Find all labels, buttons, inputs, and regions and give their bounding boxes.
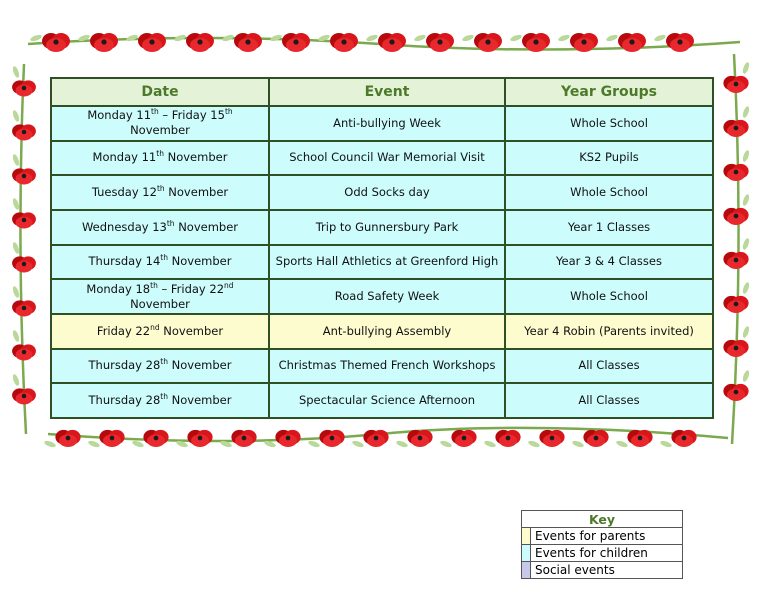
leaf-icon [222, 34, 235, 43]
poppy-flower-icon [723, 208, 748, 225]
table-header-row [51, 78, 713, 106]
cell-event: Christmas Themed French Workshops [269, 349, 505, 384]
cell-date [51, 383, 269, 418]
header-year-groups: Year Groups [505, 78, 713, 106]
table-row [51, 314, 713, 349]
poppy-flower-icon [723, 76, 748, 93]
table-row [51, 383, 713, 418]
cell-event: Odd Socks day [269, 175, 505, 210]
leaf-icon [366, 34, 379, 43]
leaf-icon [572, 440, 585, 449]
leaf-icon [660, 440, 673, 449]
cell-date [51, 245, 269, 280]
poppy-flower-icon [627, 430, 652, 447]
table-body [51, 106, 713, 418]
leaf-icon [12, 110, 21, 123]
poppy-flower-icon [723, 164, 748, 181]
cell-year-groups: Year 3 & 4 Classes [505, 245, 713, 280]
date-text: – Friday 22 [157, 281, 225, 296]
cell-date [51, 210, 269, 245]
ordinal-suffix: th [156, 149, 164, 159]
poppy-flower-icon [539, 430, 564, 447]
date-text: Friday 22 [96, 323, 151, 338]
key-label-social: Social events [531, 562, 683, 579]
leaf-icon [396, 440, 409, 449]
date-text: Tuesday 12 [91, 185, 157, 200]
poppy-flower-icon [90, 33, 118, 52]
date-text: November [167, 358, 232, 373]
table-row [51, 210, 713, 245]
leaf-icon [616, 440, 629, 449]
poppy-flower-icon [186, 33, 214, 52]
events-table [50, 77, 714, 419]
leaf-icon [742, 282, 751, 295]
poppy-flower-icon [319, 430, 344, 447]
leaf-icon [742, 194, 751, 207]
date-text: Thursday 28 [88, 393, 161, 408]
leaf-icon [654, 34, 667, 43]
key-swatch-social [522, 562, 531, 579]
poppy-flower-icon [723, 296, 748, 313]
ordinal-suffix: th [166, 218, 175, 228]
poppy-flower-icon [12, 388, 36, 404]
leaf-icon [44, 440, 57, 449]
ordinal-suffix: nd [224, 280, 234, 290]
date-text: Monday 11 [92, 150, 157, 165]
leaf-icon [440, 440, 453, 449]
key-label-parents: Events for parents [531, 528, 683, 545]
leaf-icon [270, 34, 283, 43]
key-item-children [522, 545, 683, 562]
date-text: November [130, 296, 190, 311]
poppy-flower-icon [12, 344, 36, 360]
leaf-icon [352, 440, 365, 449]
leaf-icon [742, 62, 751, 75]
leaf-icon [742, 106, 751, 119]
ordinal-suffix: th [160, 392, 168, 402]
poppy-flower-icon [275, 430, 300, 447]
date-text: November [167, 393, 232, 408]
poppy-flower-icon [55, 430, 80, 447]
table-row [51, 245, 713, 280]
cell-year-groups: KS2 Pupils [505, 141, 713, 176]
leaf-icon [742, 326, 751, 339]
poppy-flower-icon [666, 33, 694, 52]
table-row [51, 349, 713, 384]
poppy-flower-icon [723, 120, 748, 137]
leaf-icon [12, 330, 21, 343]
poppy-flower-icon [12, 256, 36, 272]
cell-event: School Council War Memorial Visit [269, 141, 505, 176]
ordinal-suffix: th [160, 357, 168, 367]
key-legend [521, 510, 683, 579]
leaf-icon [174, 34, 187, 43]
poppy-flower-icon [12, 300, 36, 316]
poppy-flower-icon [426, 33, 454, 52]
date-text: Wednesday 13 [81, 219, 167, 234]
poppy-flower-icon [143, 430, 168, 447]
leaf-icon [414, 34, 427, 43]
key-item-parents [522, 528, 683, 545]
poppy-flower-icon [671, 430, 696, 447]
key-label-children: Events for children [531, 545, 683, 562]
leaf-icon [606, 34, 619, 43]
leaf-icon [528, 440, 541, 449]
date-text: Monday 11 [87, 108, 152, 123]
leaf-icon [12, 198, 21, 211]
cell-year-groups: Year 1 Classes [505, 210, 713, 245]
cell-year-groups: Whole School [505, 106, 713, 141]
table-row [51, 141, 713, 176]
leaf-icon [12, 154, 21, 167]
poppy-flower-icon [282, 33, 310, 52]
poppy-flower-icon [234, 33, 262, 52]
poppy-flower-icon [330, 33, 358, 52]
leaf-icon [12, 242, 21, 255]
leaf-icon [12, 66, 21, 79]
date-text: November [130, 123, 190, 138]
leaf-icon [308, 440, 321, 449]
poppy-flower-icon [99, 430, 124, 447]
leaf-icon [12, 374, 21, 387]
date-text: November [174, 219, 239, 234]
cell-event: Road Safety Week [269, 279, 505, 314]
poppy-flower-icon [723, 340, 748, 357]
date-text: Thursday 28 [88, 358, 161, 373]
leaf-icon [30, 34, 43, 43]
poppy-flower-icon [231, 430, 256, 447]
poppy-flower-icon [495, 430, 520, 447]
leaf-icon [510, 34, 523, 43]
table-row [51, 175, 713, 210]
ordinal-suffix: th [224, 107, 233, 117]
poppy-flower-icon [187, 430, 212, 447]
ordinal-suffix: nd [150, 322, 160, 332]
cell-event: Anti-bullying Week [269, 106, 505, 141]
poppy-flower-icon [12, 80, 36, 96]
ordinal-suffix: th [160, 253, 168, 263]
cell-year-groups: Whole School [505, 279, 713, 314]
cell-year-groups: Year 4 Robin (Parents invited) [505, 314, 713, 349]
cell-year-groups: All Classes [505, 349, 713, 384]
poppy-flower-icon [407, 430, 432, 447]
key-swatch-parents [522, 528, 531, 545]
leaf-icon [484, 440, 497, 449]
header-event: Event [269, 78, 505, 106]
poppy-flower-icon [363, 430, 388, 447]
leaf-icon [132, 440, 145, 449]
date-text: November [159, 323, 224, 338]
date-text: November [167, 254, 232, 269]
table-row [51, 279, 713, 314]
cell-date [51, 349, 269, 384]
leaf-icon [742, 150, 751, 163]
poppy-flower-icon [723, 384, 748, 401]
poppy-flower-icon [378, 33, 406, 52]
cell-year-groups: All Classes [505, 383, 713, 418]
poppy-flower-icon [723, 252, 748, 269]
poppy-flower-icon [42, 33, 70, 52]
leaf-icon [462, 34, 475, 43]
date-text: Thursday 14 [88, 254, 161, 269]
key-item-social [522, 562, 683, 579]
cell-date [51, 314, 269, 349]
cell-event: Spectacular Science Afternoon [269, 383, 505, 418]
ordinal-suffix: th [151, 107, 159, 117]
leaf-icon [88, 440, 101, 449]
leaf-icon [742, 370, 751, 383]
cell-event: Sports Hall Athletics at Greenford High [269, 245, 505, 280]
cell-year-groups: Whole School [505, 175, 713, 210]
date-text: November [163, 150, 228, 165]
leaf-icon [742, 238, 751, 251]
leaf-icon [126, 34, 139, 43]
poppy-flower-icon [12, 168, 36, 184]
date-text: Monday 18 [86, 281, 151, 296]
key-title: Key [522, 511, 683, 528]
ordinal-suffix: th [156, 184, 165, 194]
poppy-flower-icon [12, 124, 36, 140]
poppy-flower-icon [138, 33, 166, 52]
poppy-flower-icon [451, 430, 476, 447]
poppy-flower-icon [12, 212, 36, 228]
cell-date [51, 175, 269, 210]
cell-event: Trip to Gunnersbury Park [269, 210, 505, 245]
leaf-icon [558, 34, 571, 43]
cell-event: Ant-bullying Assembly [269, 314, 505, 349]
cell-date [51, 279, 269, 314]
cell-date [51, 141, 269, 176]
ordinal-suffix: th [150, 280, 158, 290]
header-date: Date [51, 78, 269, 106]
leaf-icon [12, 286, 21, 299]
date-text: November [164, 185, 229, 200]
date-text: – Friday 15 [158, 108, 225, 123]
table-row [51, 106, 713, 141]
key-swatch-children [522, 545, 531, 562]
poppy-flower-icon [583, 430, 608, 447]
cell-date [51, 106, 269, 141]
